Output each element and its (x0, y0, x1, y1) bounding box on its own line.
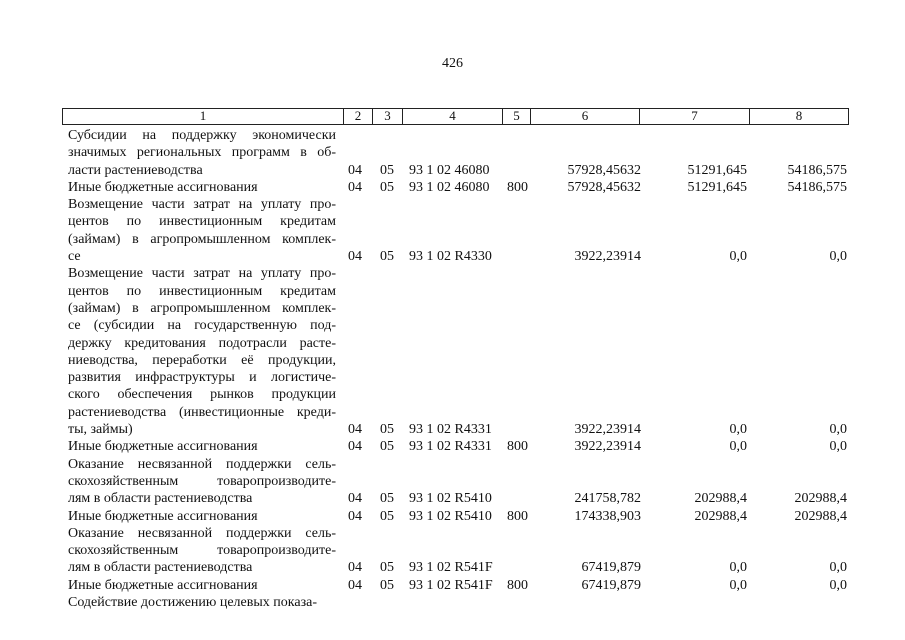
header-col-8: 8 (749, 109, 848, 124)
row-description (68, 179, 336, 196)
section-code: 04 (348, 577, 362, 593)
amount-col-7: 0,0 (729, 439, 747, 455)
description-line: центов по инвестиционным кредитам (68, 283, 336, 299)
section-code: 04 (348, 439, 362, 455)
header-col-6: 6 (530, 109, 639, 124)
section-code: 04 (348, 491, 362, 507)
description-line: лям в области растениеводства (68, 491, 253, 507)
amount-col-6: 174338,903 (574, 508, 641, 524)
table-row (0, 265, 905, 438)
amount-col-8: 0,0 (829, 422, 847, 438)
header-col-2: 2 (343, 109, 372, 124)
description-line: скохозяйственным товаропроизводите- (68, 473, 336, 489)
subsection-code: 05 (380, 577, 394, 593)
expense-type: 800 (507, 179, 528, 195)
description-line: Оказание несвязанной поддержки сель- (68, 525, 336, 541)
description-line: Иные бюджетные ассигнования (68, 508, 258, 524)
expense-type: 800 (507, 508, 528, 524)
section-code: 04 (348, 508, 362, 524)
amount-col-8: 0,0 (829, 560, 847, 576)
amount-col-7: 51291,645 (687, 179, 747, 195)
header-col-4: 4 (402, 109, 502, 124)
table-row (0, 525, 905, 577)
table-row (0, 127, 905, 179)
amount-col-8: 0,0 (829, 577, 847, 593)
description-line: ниеводства, переработки её продукции, (68, 352, 336, 368)
section-code: 04 (348, 422, 362, 438)
subsection-code: 05 (380, 179, 394, 195)
row-description (68, 438, 336, 455)
description-line: Иные бюджетные ассигнования (68, 179, 258, 195)
amount-col-6: 241758,782 (574, 491, 641, 507)
target-article: 93 1 02 46080 (409, 179, 490, 195)
section-code: 04 (348, 179, 362, 195)
description-line: скохозяйственным товаропроизводите- (68, 543, 336, 559)
amount-col-6: 3922,23914 (574, 249, 641, 265)
row-description (68, 456, 336, 508)
description-line: центов по инвестиционным кредитам (68, 214, 336, 230)
target-article: 93 1 02 R4331 (409, 422, 492, 438)
target-article: 93 1 02 R5410 (409, 491, 492, 507)
subsection-code: 05 (380, 162, 394, 178)
amount-col-8: 54186,575 (787, 179, 847, 195)
amount-col-8: 0,0 (829, 249, 847, 265)
row-description (68, 594, 336, 611)
amount-col-7: 0,0 (729, 577, 747, 593)
table-row (0, 179, 905, 196)
header-col-3: 3 (372, 109, 402, 124)
amount-col-8: 202988,4 (794, 491, 847, 507)
target-article: 93 1 02 R5410 (409, 508, 492, 524)
description-line: значимых региональных программ в об- (68, 145, 336, 161)
section-code: 04 (348, 249, 362, 265)
description-line: (займам) в агропромышленном комплек- (68, 300, 336, 316)
section-code: 04 (348, 162, 362, 178)
amount-col-6: 3922,23914 (574, 422, 641, 438)
subsection-code: 05 (380, 249, 394, 265)
subsection-code: 05 (380, 422, 394, 438)
description-line: се (68, 249, 81, 265)
section-code: 04 (348, 560, 362, 576)
description-line: ты, займы) (68, 422, 133, 438)
description-line: Оказание несвязанной поддержки сель- (68, 456, 336, 472)
description-line: Иные бюджетные ассигнования (68, 577, 258, 593)
subsection-code: 05 (380, 439, 394, 455)
table-header (62, 108, 849, 125)
description-line: ласти растениеводства (68, 162, 203, 178)
subsection-code: 05 (380, 508, 394, 524)
table-row (0, 438, 905, 455)
header-col-7: 7 (639, 109, 749, 124)
expense-type: 800 (507, 577, 528, 593)
description-line: держку кредитования подотрасли расте- (68, 335, 336, 351)
target-article: 93 1 02 R4331 (409, 439, 492, 455)
row-description (68, 196, 336, 265)
amount-col-7: 202988,4 (694, 491, 747, 507)
expense-type: 800 (507, 439, 528, 455)
amount-col-6: 67419,879 (581, 577, 641, 593)
row-description (68, 127, 336, 179)
target-article: 93 1 02 R541F (409, 577, 493, 593)
subsection-code: 05 (380, 560, 394, 576)
description-line: ского обеспечения рынков продукции (68, 387, 336, 403)
amount-col-6: 57928,45632 (567, 179, 641, 195)
description-line: се (субсидии на государственную под- (68, 318, 336, 334)
description-line: (займам) в агропромышленном комплек- (68, 231, 336, 247)
amount-col-6: 67419,879 (581, 560, 641, 576)
amount-col-8: 202988,4 (794, 508, 847, 524)
description-line: Возмещение части затрат на уплату про- (68, 266, 336, 282)
table-row (0, 456, 905, 508)
description-line: растениеводства (инвестиционные креди- (68, 404, 336, 420)
header-col-1: 1 (199, 108, 207, 123)
amount-col-7: 0,0 (729, 249, 747, 265)
amount-col-6: 3922,23914 (574, 439, 641, 455)
subsection-code: 05 (380, 491, 394, 507)
description-line: Возмещение части затрат на уплату про- (68, 197, 336, 213)
row-description (68, 508, 336, 525)
amount-col-6: 57928,45632 (567, 162, 641, 178)
target-article: 93 1 02 R541F (409, 560, 493, 576)
table-row (0, 577, 905, 594)
description-line: Содействие достижению целевых показа- (68, 595, 317, 611)
table-row (0, 594, 905, 611)
amount-col-8: 54186,575 (787, 162, 847, 178)
row-description (68, 265, 336, 438)
description-line: развития инфраструктуры и логистиче- (68, 370, 336, 386)
target-article: 93 1 02 R4330 (409, 249, 492, 265)
amount-col-7: 0,0 (729, 560, 747, 576)
page-number: 426 (442, 56, 463, 71)
header-col-5: 5 (502, 109, 530, 124)
description-line: Иные бюджетные ассигнования (68, 439, 258, 455)
target-article: 93 1 02 46080 (409, 162, 490, 178)
amount-col-7: 0,0 (729, 422, 747, 438)
table-row (0, 508, 905, 525)
amount-col-7: 202988,4 (694, 508, 747, 524)
amount-col-8: 0,0 (829, 439, 847, 455)
amount-col-7: 51291,645 (687, 162, 747, 178)
description-line: Субсидии на поддержку экономически (68, 128, 336, 143)
table-row (0, 196, 905, 265)
row-description (68, 525, 336, 577)
description-line: лям в области растениеводства (68, 560, 253, 576)
row-description (68, 577, 336, 594)
